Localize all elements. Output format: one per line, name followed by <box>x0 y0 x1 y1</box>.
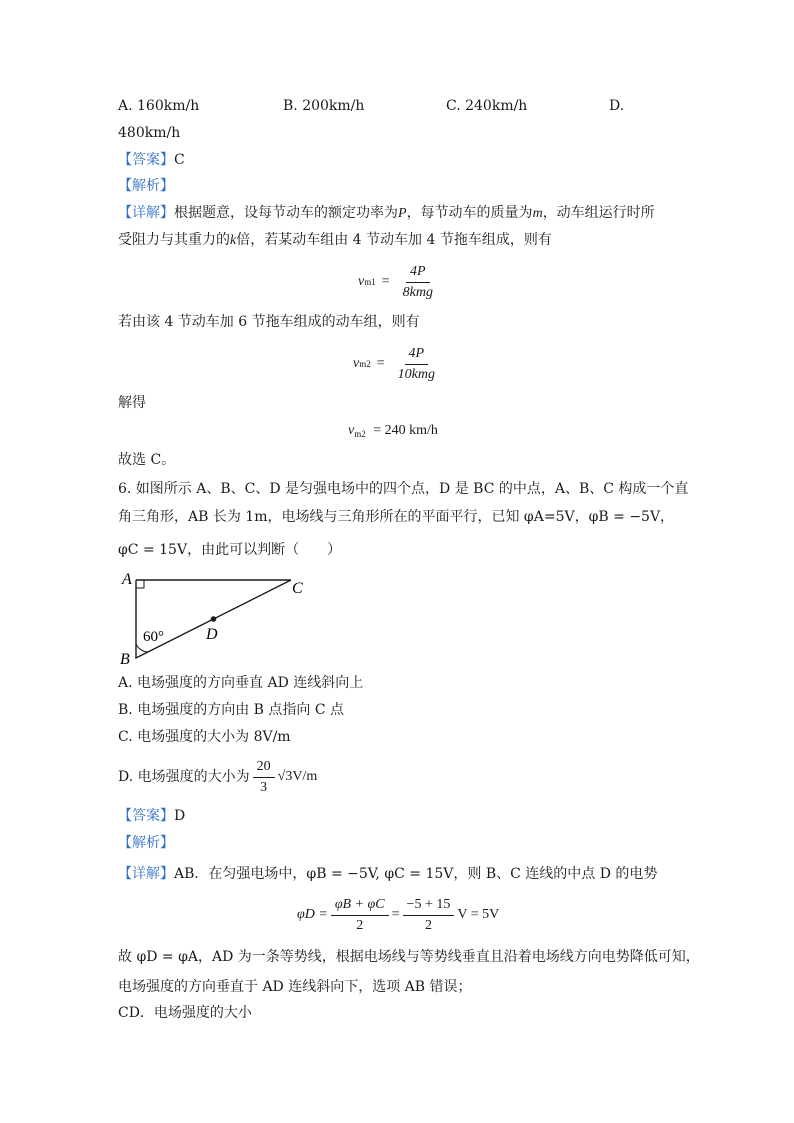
detail-q6-line3: 电场强度的方向垂直于 AD 连线斜向下，选项 AB 错误； <box>118 979 472 995</box>
eq-sub: m2 <box>359 359 371 369</box>
question6-line1: 6. 如图所示 A、B、C、D 是匀强电场中的四个点，D 是 BC 的中点，A、B、C 构成一个直 <box>118 481 689 497</box>
eq-numerator: −5 + 15 <box>403 896 455 916</box>
detail-prev-line3: 若由该 4 节动车加 6 节拖车组成的动车组，则有 <box>118 314 420 330</box>
angle-label: 60° <box>143 629 164 645</box>
detail-q6-line1 <box>118 864 657 884</box>
eq-sub: m1 <box>364 277 376 287</box>
eq-rhs: = 240 km/h <box>373 423 438 438</box>
eq-numerator: 4P <box>406 263 430 283</box>
equation-vm2 <box>353 342 442 386</box>
answer-value: C <box>174 152 185 168</box>
eq-lhs: v <box>358 274 365 289</box>
question6-option-c: C. 电场强度的大小为 8V/m <box>118 729 291 745</box>
label-b: B <box>120 651 130 668</box>
option-d-prev-value: 480km/h <box>118 125 181 141</box>
conclusion-prev: 故选 C。 <box>118 452 176 468</box>
label-a: A <box>122 571 132 588</box>
question6-line2: 角三角形，AB 长为 1m，电场线与三角形所在的平面平行，已知 φA=5V，φB = −5V， <box>118 509 675 525</box>
analysis-tag-prev: 【解析】 <box>118 178 174 194</box>
fraction-numerator: 20 <box>253 758 275 778</box>
eq-lhs: φD = <box>297 907 328 922</box>
question6-line3: φC = 15V，由此可以判断（ ） <box>118 542 342 558</box>
eq-lhs: v <box>348 423 355 438</box>
option-a-prev: A. 160km/h <box>118 98 200 114</box>
fraction-denominator: 3 <box>260 779 268 795</box>
detail-tag: 【详解】 <box>118 866 174 882</box>
label-d: D <box>206 626 218 643</box>
triangle-figure <box>116 566 316 670</box>
detail-text: 倍，若某动车组由 4 节动车加 4 节拖车组成，则有 <box>236 232 552 248</box>
detail-text: 受阻力与其重力的 <box>118 232 230 248</box>
option-d-text: D. 电场强度的大小为 <box>118 769 250 785</box>
symbol-k: k <box>230 233 237 248</box>
detail-text: 根据题意，设每节动车的额定功率为 <box>174 205 398 221</box>
option-d-fraction <box>253 758 275 797</box>
eq-denominator: 10kmg <box>397 366 435 382</box>
eq-fraction-2 <box>403 896 455 935</box>
detail-text: ，每节动车的质量为 <box>406 205 533 221</box>
label-c: C <box>292 580 303 597</box>
detail-q6-line4: CD．电场强度的大小 <box>118 1005 252 1021</box>
question6-option-a: A. 电场强度的方向垂直 AD 连线斜向上 <box>118 675 364 691</box>
option-b-prev: B. 200km/h <box>283 98 365 114</box>
answer-tag: 【答案】 <box>118 152 174 168</box>
answer-value: D <box>174 808 186 824</box>
eq-rhs: V = 5V <box>457 907 500 922</box>
equation-phi-d <box>297 892 499 938</box>
eq-equals: = <box>381 274 390 289</box>
eq-numerator: 4P <box>405 345 429 365</box>
question6-option-d <box>118 754 317 800</box>
option-c-prev: C. 240km/h <box>446 98 528 114</box>
eq-equals: = <box>376 356 385 371</box>
detail-prev-line2 <box>118 230 552 251</box>
eq-fraction <box>394 345 439 384</box>
eq-denominator: 2 <box>424 917 432 933</box>
eq-equals: = <box>391 907 400 922</box>
option-d-value: √3V/m <box>277 769 318 784</box>
detail-text: AB．在匀强电场中，φB = −5V, φC = 15V，则 B、C 连线的中点 D 的电势 <box>174 866 658 882</box>
eq-denominator: 2 <box>356 917 364 933</box>
eq-numerator: φB + φC <box>331 896 389 916</box>
symbol-m: m <box>532 206 543 221</box>
question6-option-b: B. 电场强度的方向由 B 点指向 C 点 <box>118 702 344 718</box>
eq-lhs: v <box>353 356 360 371</box>
solve-text: 解得 <box>118 395 146 411</box>
eq-denominator: 8kmg <box>402 284 433 300</box>
eq-sub: m2 <box>354 429 366 439</box>
equation-result <box>348 421 438 444</box>
eq-fraction <box>399 263 437 302</box>
symbol-P: P <box>398 206 407 221</box>
equation-vm1 <box>358 260 440 304</box>
eq-fraction-1 <box>331 896 389 935</box>
answer-prev <box>118 150 185 170</box>
right-angle-mark <box>136 580 144 588</box>
point-d-marker <box>211 616 217 622</box>
detail-prev-line1 <box>118 203 655 224</box>
detail-tag: 【详解】 <box>118 205 174 221</box>
angle-arc <box>136 644 148 652</box>
analysis-tag-q6: 【解析】 <box>118 835 174 851</box>
answer-tag: 【答案】 <box>118 808 174 824</box>
option-d-prev-letter: D. <box>609 98 625 114</box>
detail-q6-line2: 故 φD = φA，AD 为一条等势线，根据电场线与等势线垂直且沿着电场线方向电势降低可知， <box>118 949 700 965</box>
detail-text: ，动车组运行时所 <box>542 205 655 221</box>
answer-q6 <box>118 806 185 826</box>
